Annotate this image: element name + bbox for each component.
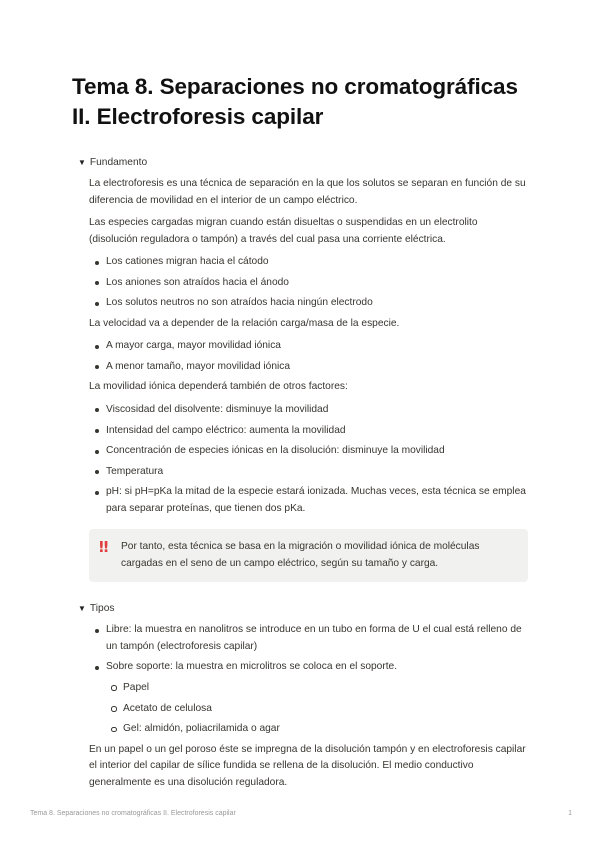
paragraph: La velocidad va a depender de la relación carga/masa de la especie. — [89, 317, 400, 329]
section-heading: Fundamento — [89, 157, 148, 168]
toggle-body-fundamento — [89, 176, 528, 582]
callout-text: Por tanto, esta técnica se basa en la migración o movilidad iónica de moléculas cargadas en el seno de un campo eléctrico, según su tamaño y carga. — [121, 541, 480, 569]
footer-title: Tema 8. Separaciones no cromatográficas II. Electroforesis capilar — [30, 810, 236, 817]
list-item: Los aniones son atraídos hacia el ánodo — [89, 275, 528, 292]
toggle-body-tipos — [89, 622, 528, 791]
section-heading: Tipos — [89, 603, 115, 615]
sub-list-item: Gel: almidón, poliacrilamida o agar — [106, 721, 528, 738]
list-item — [89, 659, 528, 737]
list-item: Intensidad del campo eléctrico: aumenta la movilidad — [89, 423, 528, 440]
toggle-triangle-icon[interactable]: ▼ — [78, 604, 86, 614]
paragraph: La movilidad iónica dependerá también de otros factores: — [89, 381, 348, 393]
sub-list-item: Papel — [106, 680, 528, 697]
toggle-triangle-icon[interactable]: ▼ — [78, 158, 86, 167]
bullet-list — [89, 622, 528, 737]
list-item: A mayor carga, mayor movilidad iónica — [89, 338, 528, 355]
page-number: 1 — [568, 810, 572, 817]
paragraph: En un papel o un gel poroso éste se impregna de la disolución tampón y en electroforesis capilar el interior del capilar de sílice fundida se rellena de la disolución. El medio conductivo generalmente es una disolución reguladora. — [89, 743, 526, 788]
list-item: Temperatura — [89, 464, 528, 481]
bullet-list — [89, 338, 528, 375]
toggle-fundamento[interactable] — [78, 156, 528, 170]
page-footer — [30, 810, 572, 817]
toggle-tipos[interactable] — [78, 602, 528, 616]
list-item: Los cationes migran hacia el cátodo — [89, 254, 528, 271]
double-exclamation-icon: ‼ — [99, 538, 107, 557]
list-item: Los solutos neutros no son atraídos hacia ningún electrodo — [89, 295, 528, 312]
document-page — [72, 72, 528, 797]
paragraph: La electroforesis es una técnica de separación en la que los solutos se separan en función de su diferencia de movilidad en el interior de un campo eléctrico. — [89, 178, 526, 206]
list-item: Viscosidad del disolvente: disminuye la movilidad — [89, 402, 528, 419]
sub-bullet-list — [106, 680, 528, 738]
paragraph: Las especies cargadas migran cuando están disueltas o suspendidas en un electrolito (disolución reguladora o tampón) a través del cual pasa una corriente eléctrica. — [89, 217, 478, 245]
bullet-list — [89, 254, 528, 312]
sub-list-item: Acetato de celulosa — [106, 701, 528, 718]
list-item-text: Sobre soporte: la muestra en microlitros se coloca en el soporte. — [106, 661, 398, 673]
bullet-list — [89, 402, 528, 517]
callout-box — [89, 529, 528, 582]
list-item: A menor tamaño, mayor movilidad iónica — [89, 359, 528, 376]
page-title: Tema 8. Separaciones no cromatográficas II. Electroforesis capilar — [72, 74, 518, 129]
list-item: Concentración de especies iónicas en la disolución: disminuye la movilidad — [89, 443, 528, 460]
list-item: pH: si pH=pKa la mitad de la especie estará ionizada. Muchas veces, esta técnica se emplea para separar proteínas, que tienen dos pKa. — [89, 484, 528, 517]
list-item: Libre: la muestra en nanolitros se introduce en un tubo en forma de U el cual está relleno de un tampón (electroforesis capilar) — [89, 622, 528, 655]
